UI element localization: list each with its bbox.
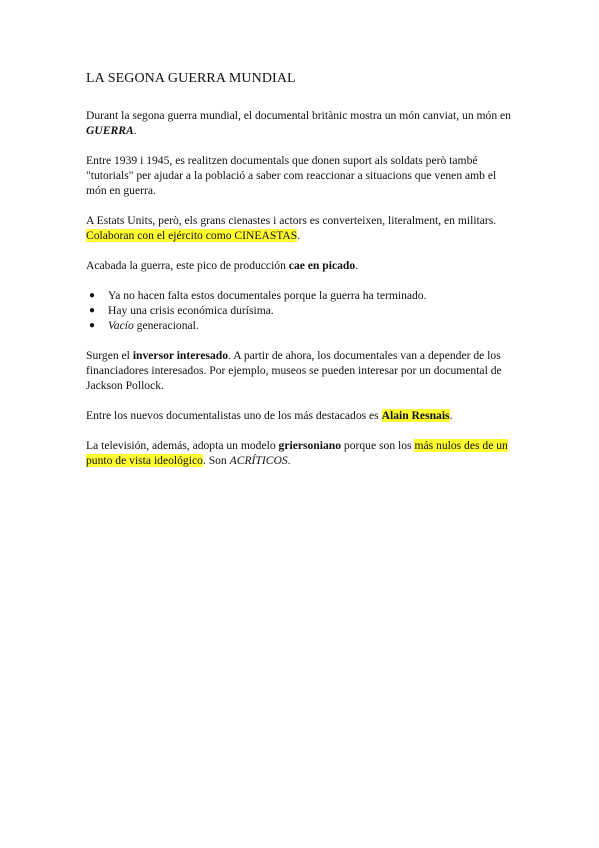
punctuation: . bbox=[449, 409, 453, 422]
bullet-icon: ● bbox=[89, 305, 96, 316]
italic-acriticos: ACRÍTICOS bbox=[229, 454, 288, 467]
paragraph-text: Acabada la guerra, este pico de producción bbox=[86, 259, 289, 272]
punctuation: . bbox=[287, 454, 291, 467]
list-item-text: Ya no hacen falta estos documentales porque la guerra ha terminado. bbox=[108, 289, 427, 302]
list-item bbox=[86, 318, 516, 333]
list-item-text: Hay una crisis económica durísima. bbox=[108, 304, 274, 317]
punctuation: . bbox=[133, 124, 137, 137]
bullet-icon: ● bbox=[89, 290, 96, 301]
bullet-list bbox=[86, 288, 516, 333]
paragraph-resnais bbox=[86, 408, 516, 423]
bold-griersoniano: griersoniano bbox=[278, 439, 342, 452]
list-item bbox=[86, 288, 516, 303]
paragraph-1939-1945 bbox=[86, 153, 516, 198]
punctuation: . bbox=[297, 229, 301, 242]
paragraph-post-war bbox=[86, 258, 516, 273]
paragraph-text: porque son los bbox=[341, 439, 415, 452]
bold-inversor-interesado: inversor interesado bbox=[132, 349, 229, 362]
paragraph-inversor bbox=[86, 348, 516, 393]
paragraph-text: La televisión, además, adopta un modelo bbox=[86, 439, 279, 452]
document-page bbox=[86, 70, 516, 483]
paragraph-text: Surgen el bbox=[86, 349, 133, 362]
paragraph-text: . Son bbox=[202, 454, 230, 467]
paragraph-text: . A partir de ahora, los documentales van a depender de los financiadores interesados. Por ejemplo, museos se pueden interesar por un documental de Jackson Pollock. bbox=[86, 349, 502, 392]
paragraph-text: Entre 1939 i 1945, es realitzen documentals que donen suport als soldats però també "tutorials" per ajudar a la població a saber com reaccionar a situacions que venen amb el món en guerra. bbox=[86, 154, 497, 197]
paragraph-television bbox=[86, 438, 516, 468]
list-item bbox=[86, 303, 516, 318]
bullet-icon: ● bbox=[89, 320, 96, 331]
page-title: LA SEGONA GUERRA MUNDIAL bbox=[86, 71, 296, 86]
paragraph-text: Entre los nuevos documentalistas uno de los más destacados es bbox=[86, 409, 382, 422]
highlight-nulos: más nulos des de un punto de vista ideológico bbox=[86, 439, 508, 467]
paragraph-text: Durant la segona guerra mundial, el documental britànic mostra un món canviat, un món en bbox=[86, 109, 511, 122]
punctuation: . bbox=[355, 259, 359, 272]
paragraph-text: A Estats Units, però, els grans cienastes i actors es converteixen, literalment, en militars. bbox=[86, 214, 497, 227]
bold-cae-en-picado: cae en picado bbox=[288, 259, 356, 272]
list-item-text: generacional. bbox=[133, 319, 199, 332]
highlight-alain-resnais: Alain Resnais bbox=[381, 409, 450, 422]
paragraph-intro bbox=[86, 108, 516, 138]
paragraph-estats-units bbox=[86, 213, 516, 243]
list-item-italic: Vacío bbox=[108, 319, 134, 332]
highlight-cineastas: Colaboran con el ejército como CINEASTAS bbox=[86, 229, 298, 242]
emphasis-guerra: GUERRA bbox=[86, 124, 134, 137]
